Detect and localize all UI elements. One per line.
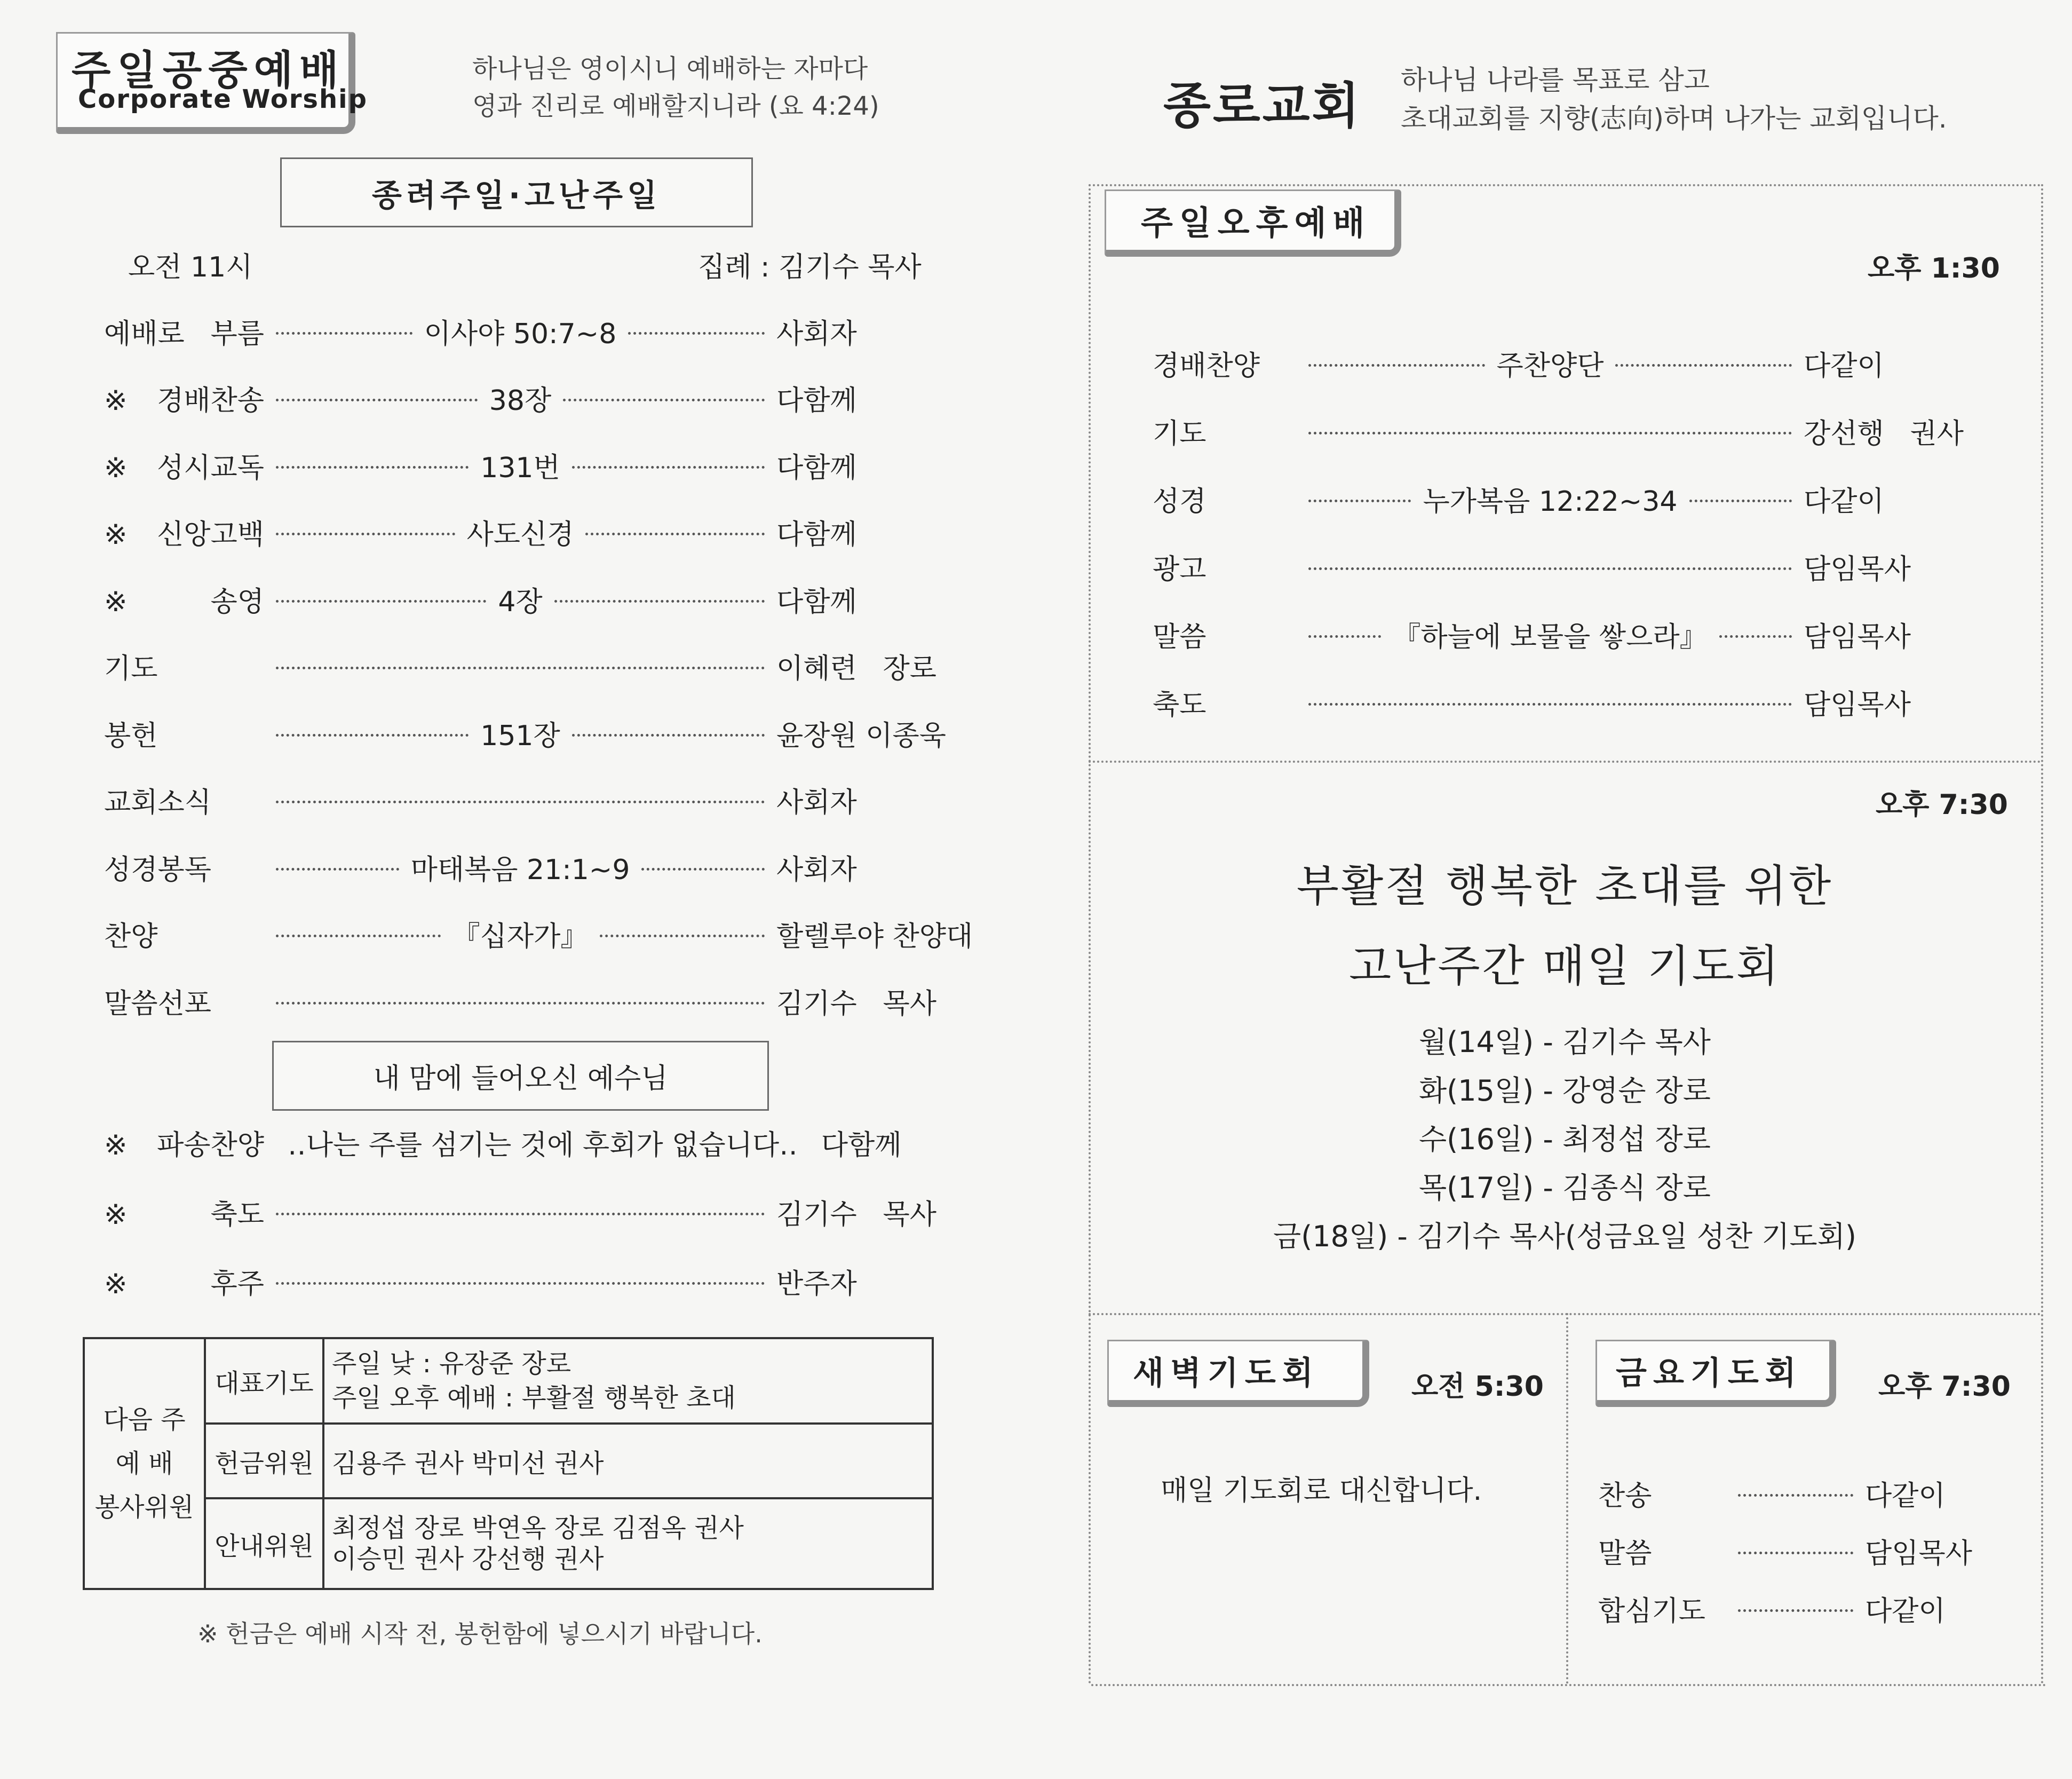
- order-item-content: 38장: [489, 385, 552, 417]
- leader-dots: [1308, 703, 1792, 706]
- volunteer-name-line: 주일 오후 예배 : 부활절 행복한 초대: [332, 1383, 736, 1413]
- verse-line-2: 영과 진리로 예배할지니라 (요 4:24): [472, 91, 879, 121]
- order-item-label: 기도: [1153, 417, 1206, 450]
- leader-dots: [276, 399, 478, 401]
- sunday-title-box: [280, 157, 753, 227]
- leader-dots: [585, 533, 765, 535]
- frame-bottom: [1091, 1684, 2046, 1686]
- order-item-person: 사회자: [776, 787, 857, 819]
- order-item-person: 다함께: [776, 519, 857, 551]
- worship-tab-subtitle: Corporate Worship: [78, 84, 368, 114]
- schedule-line: 금(18일) - 김기수 목사(성금요일 성찬 기도회): [1273, 1220, 1856, 1253]
- afternoon-tab: [1105, 189, 1401, 257]
- schedule-line: 목(17일) - 김종식 장로: [1419, 1171, 1711, 1205]
- order-item-label: ※신앙고백: [104, 519, 264, 551]
- friday-tab: [1595, 1340, 1836, 1407]
- leader-dots: [276, 1282, 765, 1285]
- order-item-label: 합심기도: [1598, 1595, 1705, 1627]
- leader-dots: [600, 935, 765, 937]
- church-name: 종로교회: [1163, 77, 1362, 135]
- leader-dots: [1738, 1609, 1853, 1612]
- leader-dots: [276, 868, 399, 871]
- order-item-person: 사회자: [776, 853, 857, 886]
- afternoon-time: 오후 1:30: [1868, 252, 2000, 284]
- service-leader: 집례 : 김기수 목사: [698, 251, 922, 283]
- volunteer-name-line: 김용주 권사 박미선 권사: [332, 1448, 604, 1478]
- order-item-person: 담임목사: [1804, 553, 1911, 586]
- order-item-person: 김기수 목사: [776, 987, 936, 1020]
- order-item: [1153, 613, 1964, 655]
- order-item-label: 교회소식: [104, 787, 211, 819]
- frame-divider-2: [1089, 1313, 2041, 1315]
- leader-dots: [1308, 635, 1381, 638]
- verse-line-1: 하나님은 영이시니 예배하는 자마다: [472, 54, 868, 84]
- leader-dots: [1308, 567, 1792, 570]
- volunteer-role: 헌금위원: [205, 1424, 323, 1498]
- order-item: [1153, 409, 1964, 452]
- order-item-content: 사도신경: [466, 519, 574, 551]
- volunteer-group-label: [84, 1338, 205, 1589]
- leader-dots: [572, 466, 765, 469]
- volunteer-role: 안내위원: [205, 1498, 323, 1589]
- leader-dots: [276, 734, 469, 737]
- order-item-person: 담임목사: [1865, 1538, 1972, 1570]
- frame-right: [2041, 184, 2043, 1685]
- friday-time: 오후 7:30: [1878, 1371, 2011, 1403]
- order-item: [104, 578, 936, 620]
- order-item: [1598, 1531, 1988, 1571]
- volunteer-name-line: 최정섭 장로 박연옥 장로 김점옥 권사: [332, 1513, 744, 1543]
- order-item-label: ※성시교독: [104, 452, 264, 484]
- evening-time: 오후 7:30: [1876, 789, 2008, 821]
- order-item: [1598, 1473, 1988, 1513]
- order-item-label: 봉헌: [104, 719, 158, 752]
- order-item: [104, 913, 973, 955]
- leader-dots: [276, 466, 469, 469]
- order-item: [104, 310, 936, 352]
- leader-dots: [572, 734, 765, 737]
- order-item: [104, 779, 936, 821]
- order-item: [1598, 1588, 1988, 1628]
- order-item-person: 다같이: [1865, 1480, 1946, 1512]
- leader-dots: [563, 399, 765, 401]
- order-item: [104, 979, 936, 1022]
- order-item-label: 광고: [1153, 553, 1206, 586]
- order-item-person: 윤장원 이종욱: [776, 719, 946, 752]
- worship-tab: [56, 32, 368, 134]
- order-item-label: 성경봉독: [104, 853, 211, 886]
- frame-divider-vertical: [1566, 1313, 1568, 1684]
- sermon-title-box: [272, 1041, 769, 1111]
- dawn-time: 오전 5:30: [1411, 1371, 1544, 1403]
- sunday-title: 종려주일·고난주일: [371, 177, 662, 214]
- order-item-label: 말씀: [1598, 1538, 1652, 1570]
- schedule-line: 수(16일) - 최정섭 장로: [1419, 1122, 1711, 1156]
- motto-line-2: 초대교회를 지향(志向)하며 나가는 교회입니다.: [1401, 103, 1947, 134]
- volunteer-name-line: 주일 낮 : 유장준 장로: [332, 1349, 571, 1379]
- order-item: [104, 645, 936, 687]
- order-item-label: ※경배찬송: [104, 385, 264, 417]
- order-item: [104, 845, 936, 888]
- volunteer-table: [83, 1337, 934, 1590]
- order-item: [104, 1190, 936, 1233]
- leader-dots: [1738, 1552, 1853, 1554]
- order-item-content: 151장: [480, 719, 560, 752]
- order-item: [1153, 342, 1964, 384]
- order-item: [104, 711, 946, 754]
- order-item: [104, 377, 936, 420]
- order-item-label: 성경: [1153, 485, 1206, 518]
- order-item-person: 다함께: [776, 385, 857, 417]
- order-item-person: 다같이: [1804, 350, 1884, 382]
- order-item-label: 예배로 부름: [104, 318, 264, 350]
- order-item-label: 경배찬양: [1153, 350, 1260, 382]
- leader-dots: [641, 868, 765, 871]
- volunteer-names: [323, 1498, 933, 1589]
- friday-title: 금요기도회: [1616, 1355, 1803, 1392]
- order-item-content: ‥나는 주를 섬기는 것에 후회가 없습니다‥: [288, 1129, 798, 1161]
- frame-top: [1089, 184, 2041, 186]
- order-item-person: 다같이: [1865, 1595, 1946, 1627]
- order-item-person: 다함께: [821, 1129, 902, 1161]
- order-item-label: 말씀선포: [104, 987, 211, 1020]
- sermon-title: 내 맘에 들어오신 예수님: [373, 1063, 668, 1095]
- order-item: [104, 511, 936, 554]
- offering-note: ※ 헌금은 예배 시작 전, 봉헌함에 넣으시기 바랍니다.: [197, 1619, 763, 1648]
- order-item-person: 반주자: [776, 1268, 857, 1300]
- order-item-person: 김기수 목사: [776, 1198, 936, 1231]
- volunteer-role: 대표기도: [205, 1338, 323, 1424]
- motto-line-1: 하나님 나라를 목표로 삼고: [1401, 65, 1710, 96]
- dawn-tab: [1107, 1340, 1369, 1407]
- order-item-person: 다함께: [776, 452, 857, 484]
- leader-dots: [276, 600, 486, 603]
- service-time: 오전 11시: [128, 251, 253, 283]
- order-item-label: ※축도: [104, 1198, 264, 1231]
- order-item-content: 누가복음 12:22~34: [1423, 485, 1678, 518]
- order-item-label: 찬양: [104, 921, 158, 953]
- order-item-person: 사회자: [776, 318, 857, 350]
- order-item-person: 할렐루야 찬양대: [776, 921, 973, 953]
- order-item-label: 축도: [1153, 689, 1206, 721]
- order-item-content: 『십자가』: [452, 921, 589, 953]
- order-item-label: ※파송찬양: [104, 1129, 264, 1161]
- order-item-label: 말씀: [1153, 621, 1206, 653]
- leader-dots: [1308, 364, 1485, 367]
- leader-dots: [554, 600, 765, 603]
- leader-dots: [1738, 1494, 1853, 1497]
- schedule-line: 화(15일) - 강영순 장로: [1419, 1074, 1711, 1108]
- leader-dots: [276, 801, 765, 803]
- order-item-person: 다같이: [1804, 485, 1884, 518]
- order-item-person: 이혜련 장로: [776, 653, 936, 685]
- order-item-content: 『하늘에 보물을 쌓으라』: [1393, 621, 1708, 653]
- leader-dots: [276, 533, 455, 535]
- afternoon-title: 주일오후예배: [1141, 203, 1371, 242]
- dawn-text: 매일 기도회로 대신합니다.: [1161, 1475, 1482, 1507]
- leader-dots: [1719, 635, 1792, 638]
- order-item-content: 이사야 50:7~8: [424, 318, 617, 350]
- leader-dots: [276, 935, 441, 937]
- leader-dots: [1689, 500, 1792, 502]
- volunteer-group-line: 예 배: [115, 1449, 173, 1478]
- leader-dots: [628, 332, 765, 335]
- order-item-person: 담임목사: [1804, 621, 1911, 653]
- order-item-label: ※송영: [104, 586, 264, 618]
- evening-headline-1: 부활절 행복한 초대를 위한: [1296, 861, 1833, 912]
- order-item-content: 마태복음 21:1~9: [410, 853, 630, 886]
- leader-dots: [276, 1213, 765, 1215]
- order-item-label: 찬송: [1598, 1480, 1652, 1512]
- leader-dots: [1308, 432, 1792, 434]
- order-item: [1153, 545, 1964, 588]
- order-item-content: 4장: [498, 586, 543, 618]
- schedule-line: 월(14일) - 김기수 목사: [1419, 1025, 1711, 1059]
- dawn-title: 새벽기도회: [1133, 1355, 1320, 1392]
- frame-divider-1: [1089, 761, 2041, 763]
- order-item-label: ※후주: [104, 1268, 264, 1300]
- volunteer-name-line: 이승민 권사 강선행 권사: [332, 1544, 604, 1574]
- order-item: [1153, 477, 1964, 520]
- order-item: [104, 444, 936, 486]
- evening-headline-2: 고난주간 매일 기도회: [1348, 941, 1781, 992]
- order-item: [104, 1121, 936, 1164]
- volunteer-names: [323, 1338, 933, 1424]
- volunteer-names: [323, 1424, 933, 1498]
- worship-tab-title: 주일공중예배: [72, 46, 345, 94]
- order-item-person: 강선행 권사: [1804, 417, 1964, 450]
- leader-dots: [1615, 364, 1792, 367]
- order-item: [104, 1260, 936, 1302]
- volunteer-group-line: 다음 주: [103, 1405, 186, 1435]
- volunteer-group-line: 봉사위원: [94, 1492, 194, 1522]
- order-item-content: 131번: [480, 452, 560, 484]
- leader-dots: [1308, 500, 1411, 502]
- order-item: [1153, 681, 1964, 723]
- order-item-person: 다함께: [776, 586, 857, 618]
- leader-dots: [276, 667, 765, 669]
- leader-dots: [276, 332, 412, 335]
- order-item-person: 담임목사: [1804, 689, 1911, 721]
- order-item-label: 기도: [104, 653, 158, 685]
- leader-dots: [276, 1002, 765, 1005]
- order-item-content: 주찬양단: [1496, 350, 1604, 382]
